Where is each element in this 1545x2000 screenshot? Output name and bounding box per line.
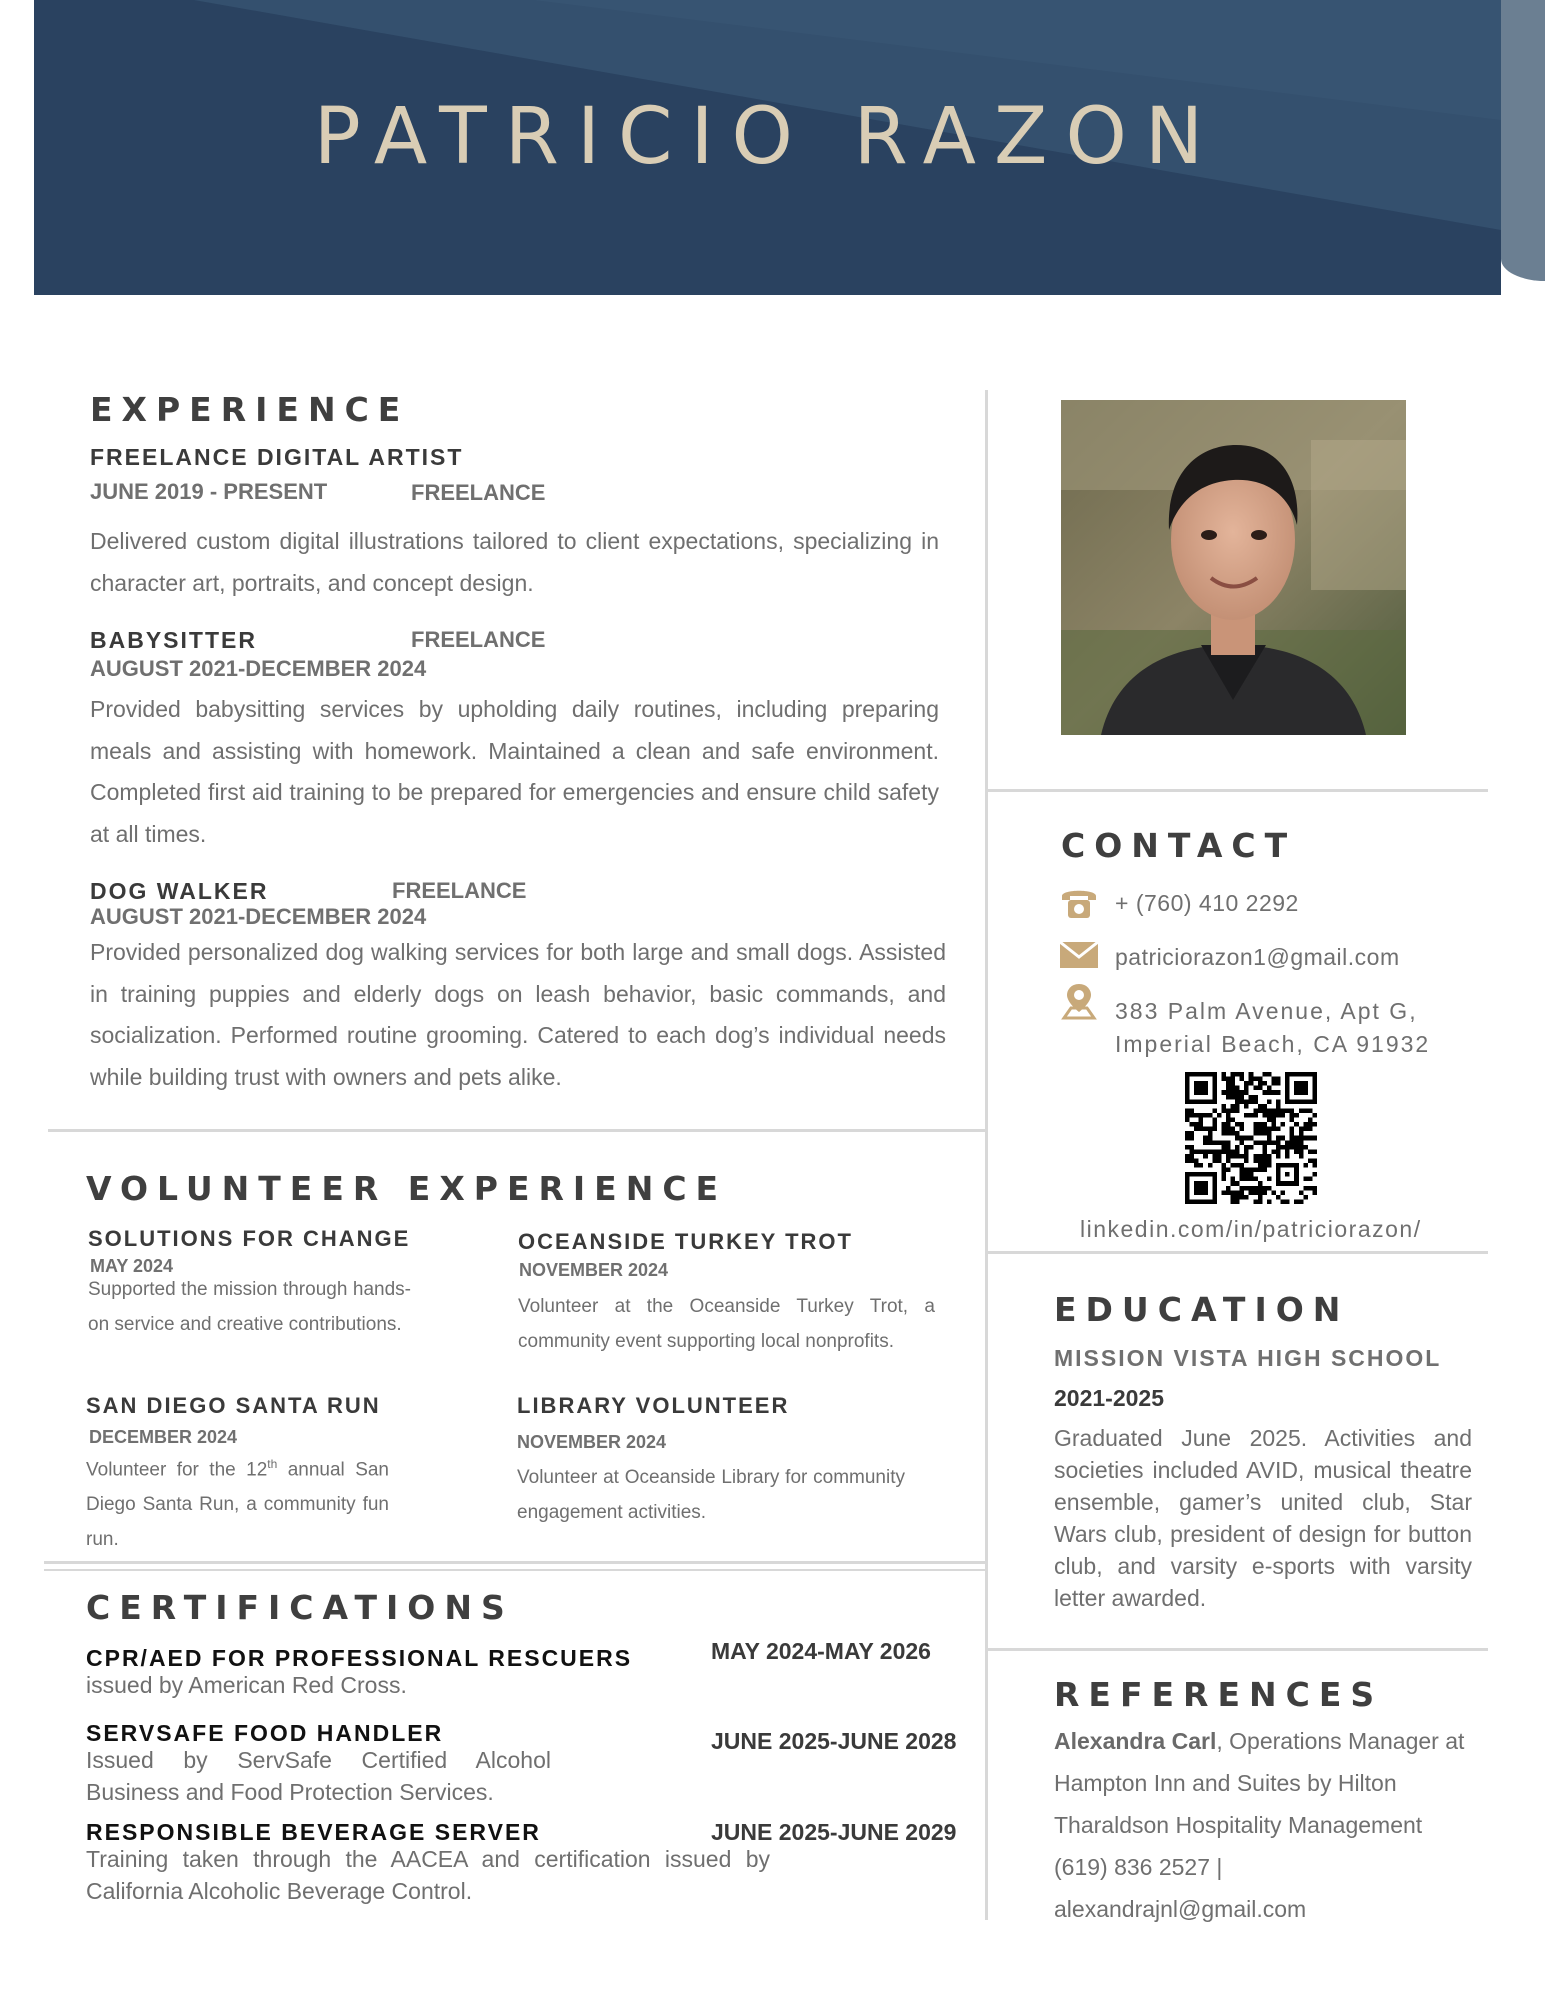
- contact-linkedin[interactable]: linkedin.com/in/patriciorazon/: [1080, 1216, 1422, 1242]
- volunteer-title: SOLUTIONS FOR CHANGE: [88, 1226, 411, 1251]
- reference-entry: [1054, 1720, 1494, 1930]
- reference-line: Hampton Inn and Suites by Hilton: [1054, 1770, 1397, 1796]
- job-type: FREELANCE: [392, 878, 527, 903]
- qr-code[interactable]: [1185, 1072, 1317, 1204]
- certification-description: issued by American Red Cross.: [86, 1672, 407, 1698]
- job-title: BABYSITTER: [90, 627, 257, 653]
- volunteer-title: LIBRARY VOLUNTEER: [517, 1393, 790, 1418]
- contact-address-line2: Imperial Beach, CA 91932: [1115, 1031, 1431, 1057]
- volunteer-title: SAN DIEGO SANTA RUN: [86, 1393, 381, 1418]
- contact-phone[interactable]: + (760) 410 2292: [1115, 890, 1299, 916]
- volunteer-description-part: Volunteer for the 12: [86, 1459, 268, 1481]
- job-type: FREELANCE: [411, 480, 546, 505]
- ordinal-suffix: th: [267, 1457, 278, 1471]
- volunteer-description-part: annual San Diego Santa Run, a community fun run.: [86, 1459, 390, 1551]
- section-heading-experience: EXPERIENCE: [90, 390, 410, 429]
- certification-description: Training taken through the AACEA and certification issued by California Alcoholic Beverage Control.: [86, 1846, 770, 1904]
- reference-role: , Operations Manager at: [1216, 1728, 1465, 1754]
- job-description: Provided personalized dog walking services for both large and small dogs. Assisted in training puppies and elderly dogs on leash behavior, basic commands, and socialization. Performed routine grooming. Catered to each dog’s individual needs while building trust with owners and pets alike.: [90, 939, 946, 1090]
- certification-title: RESPONSIBLE BEVERAGE SERVER: [86, 1819, 541, 1845]
- reference-name: Alexandra Carl: [1054, 1728, 1217, 1754]
- profile-photo: [1061, 400, 1406, 735]
- certification-description: Issued by ServSafe Certified Alcohol Business and Food Protection Services.: [86, 1747, 551, 1805]
- job-title: DOG WALKER: [90, 878, 269, 904]
- reference-line: Tharaldson Hospitality Management: [1054, 1812, 1423, 1838]
- phone-icon: [1060, 886, 1098, 925]
- divider-photo: [988, 789, 1488, 792]
- job-type: FREELANCE: [411, 627, 546, 652]
- volunteer-date: NOVEMBER 2024: [519, 1260, 669, 1280]
- reference-line: [1054, 1720, 1494, 1762]
- section-heading-certifications: CERTIFICATIONS: [86, 1588, 514, 1627]
- contact-email[interactable]: patriciorazon1@gmail.com: [1115, 944, 1400, 970]
- section-heading-contact: CONTACT: [1061, 826, 1297, 865]
- reference-phone: (619) 836 2527 |: [1054, 1854, 1223, 1880]
- certification-dates: JUNE 2025-JUNE 2028: [711, 1728, 957, 1754]
- header-side-tab: [1501, 0, 1545, 281]
- volunteer-description: Volunteer at Oceanside Library for community engagement activities.: [517, 1467, 905, 1523]
- job-description: Provided babysitting services by upholding daily routines, including preparing meals and assisting with homework. Maintained a clean and safe environment. Completed first aid training to be prepared for emergencies and ensure child safety at all times.: [90, 696, 939, 847]
- certification-title: CPR/AED FOR PROFESSIONAL RESCUERS: [86, 1645, 633, 1671]
- volunteer-date: MAY 2024: [90, 1256, 174, 1276]
- job-dates: AUGUST 2021-DECEMBER 2024: [90, 904, 427, 929]
- job-dates: JUNE 2019 - PRESENT: [90, 479, 328, 504]
- job-dates: AUGUST 2021-DECEMBER 2024: [90, 656, 427, 681]
- education-description: Graduated June 2025. Activities and societies included AVID, musical theatre ensemble, gamer’s united club, Star Wars club, president of design for button club, and varsity e-sports with varsity letter awarded.: [1054, 1425, 1472, 1611]
- job-description: Delivered custom digital illustrations tailored to client expectations, specializing in character art, portraits, and concept design.: [90, 528, 939, 596]
- volunteer-description: Supported the mission through hands-on service and creative contributions.: [88, 1279, 411, 1335]
- divider-experience: [48, 1129, 985, 1132]
- divider-education: [988, 1648, 1488, 1651]
- candidate-name: PATRICIO RAZON: [313, 92, 1222, 182]
- job-title: FREELANCE DIGITAL ARTIST: [90, 444, 464, 470]
- divider-volunteer-2: [44, 1569, 985, 1571]
- volunteer-date: DECEMBER 2024: [89, 1427, 238, 1447]
- certification-title: SERVSAFE FOOD HANDLER: [86, 1720, 444, 1746]
- certification-dates: MAY 2024-MAY 2026: [711, 1638, 931, 1664]
- section-heading-references: REFERENCES: [1054, 1675, 1384, 1714]
- volunteer-description: [86, 1447, 389, 1557]
- divider-volunteer-1: [44, 1561, 985, 1564]
- certification-dates: JUNE 2025-JUNE 2029: [711, 1819, 957, 1845]
- contact-address-line1: 383 Palm Avenue, Apt G,: [1115, 998, 1418, 1024]
- divider-contact: [988, 1251, 1488, 1254]
- mail-icon: [1060, 942, 1098, 973]
- column-divider: [985, 390, 988, 1920]
- volunteer-date: NOVEMBER 2024: [517, 1432, 667, 1452]
- location-pin-icon: [1061, 982, 1097, 1025]
- education-school: MISSION VISTA HIGH SCHOOL: [1054, 1345, 1442, 1371]
- section-heading-education: EDUCATION: [1054, 1290, 1350, 1329]
- volunteer-title: OCEANSIDE TURKEY TROT: [518, 1229, 853, 1254]
- reference-email[interactable]: alexandrajnl@gmail.com: [1054, 1896, 1307, 1922]
- education-years: 2021-2025: [1054, 1385, 1164, 1411]
- section-heading-volunteer: VOLUNTEER EXPERIENCE: [86, 1169, 728, 1208]
- volunteer-description: Volunteer at the Oceanside Turkey Trot, a community event supporting local nonprofits.: [518, 1296, 935, 1352]
